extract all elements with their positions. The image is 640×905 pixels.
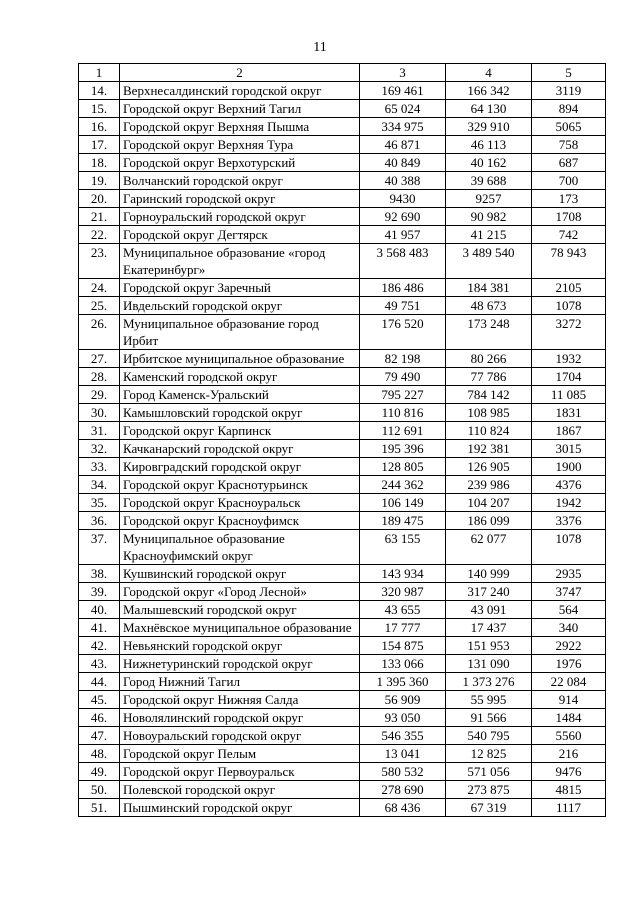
value-col4-cell: 173 248	[446, 315, 532, 350]
municipality-name-cell: Полевской городской округ	[120, 781, 360, 799]
column-header: 2	[120, 64, 360, 82]
value-col4-cell: 80 266	[446, 350, 532, 368]
row-number-cell: 51.	[79, 799, 120, 817]
value-col3-cell: 9430	[360, 190, 446, 208]
municipality-name-cell: Кировградский городской округ	[120, 458, 360, 476]
table-row	[79, 637, 606, 655]
table-row	[79, 745, 606, 763]
row-number-cell: 44.	[79, 673, 120, 691]
value-col4-cell: 90 982	[446, 208, 532, 226]
row-number-cell: 48.	[79, 745, 120, 763]
value-col4-cell: 77 786	[446, 368, 532, 386]
value-col4-cell: 166 342	[446, 82, 532, 100]
value-col4-cell: 43 091	[446, 601, 532, 619]
table-row	[79, 315, 606, 350]
row-number-cell: 18.	[79, 154, 120, 172]
row-number-cell: 21.	[79, 208, 120, 226]
value-col3-cell: 154 875	[360, 637, 446, 655]
value-col3-cell: 68 436	[360, 799, 446, 817]
value-col4-cell: 48 673	[446, 297, 532, 315]
table-row	[79, 691, 606, 709]
table-row	[79, 350, 606, 368]
value-col5-cell: 216	[532, 745, 606, 763]
value-col3-cell: 56 909	[360, 691, 446, 709]
column-header: 4	[446, 64, 532, 82]
row-number-cell: 35.	[79, 494, 120, 512]
value-col4-cell: 46 113	[446, 136, 532, 154]
value-col4-cell: 17 437	[446, 619, 532, 637]
value-col4-cell: 571 056	[446, 763, 532, 781]
value-col3-cell: 546 355	[360, 727, 446, 745]
municipality-name-cell: Городской округ Краснотурьинск	[120, 476, 360, 494]
municipality-name-cell: Городской округ «Город Лесной»	[120, 583, 360, 601]
data-table	[78, 63, 606, 817]
row-number-cell: 38.	[79, 565, 120, 583]
table-row	[79, 172, 606, 190]
value-col4-cell: 12 825	[446, 745, 532, 763]
municipality-name-cell: Кушвинский городской округ	[120, 565, 360, 583]
value-col5-cell: 687	[532, 154, 606, 172]
table-row	[79, 476, 606, 494]
value-col5-cell: 3272	[532, 315, 606, 350]
row-number-cell: 32.	[79, 440, 120, 458]
value-col5-cell: 5560	[532, 727, 606, 745]
municipality-name-cell: Волчанский городской округ	[120, 172, 360, 190]
value-col4-cell: 540 795	[446, 727, 532, 745]
municipality-name-cell: Махнёвское муниципальное образование	[120, 619, 360, 637]
value-col3-cell: 334 975	[360, 118, 446, 136]
row-number-cell: 33.	[79, 458, 120, 476]
municipality-name-cell: Муниципальное образование Красноуфимский округ	[120, 530, 360, 565]
value-col3-cell: 176 520	[360, 315, 446, 350]
value-col4-cell: 62 077	[446, 530, 532, 565]
row-number-cell: 26.	[79, 315, 120, 350]
value-col5-cell: 1831	[532, 404, 606, 422]
row-number-cell: 39.	[79, 583, 120, 601]
row-number-cell: 37.	[79, 530, 120, 565]
value-col3-cell: 79 490	[360, 368, 446, 386]
value-col5-cell: 5065	[532, 118, 606, 136]
value-col4-cell: 317 240	[446, 583, 532, 601]
table-row	[79, 422, 606, 440]
value-col3-cell: 189 475	[360, 512, 446, 530]
row-number-cell: 14.	[79, 82, 120, 100]
table-row	[79, 297, 606, 315]
municipality-name-cell: Каменский городской округ	[120, 368, 360, 386]
table-header-row	[79, 64, 606, 82]
table-row	[79, 100, 606, 118]
value-col3-cell: 278 690	[360, 781, 446, 799]
value-col3-cell: 106 149	[360, 494, 446, 512]
table-row	[79, 279, 606, 297]
municipality-name-cell: Верхнесалдинский городской округ	[120, 82, 360, 100]
row-number-cell: 17.	[79, 136, 120, 154]
row-number-cell: 19.	[79, 172, 120, 190]
row-number-cell: 50.	[79, 781, 120, 799]
value-col3-cell: 93 050	[360, 709, 446, 727]
table-row	[79, 727, 606, 745]
value-col3-cell: 169 461	[360, 82, 446, 100]
value-col3-cell: 63 155	[360, 530, 446, 565]
value-col5-cell: 894	[532, 100, 606, 118]
value-col5-cell: 3747	[532, 583, 606, 601]
value-col3-cell: 3 568 483	[360, 244, 446, 279]
table-row	[79, 208, 606, 226]
value-col3-cell: 795 227	[360, 386, 446, 404]
row-number-cell: 34.	[79, 476, 120, 494]
value-col4-cell: 184 381	[446, 279, 532, 297]
value-col5-cell: 742	[532, 226, 606, 244]
value-col3-cell: 320 987	[360, 583, 446, 601]
value-col3-cell: 13 041	[360, 745, 446, 763]
value-col4-cell: 273 875	[446, 781, 532, 799]
value-col3-cell: 43 655	[360, 601, 446, 619]
municipality-name-cell: Городской округ Карпинск	[120, 422, 360, 440]
value-col3-cell: 1 395 360	[360, 673, 446, 691]
municipality-name-cell: Горноуральский городской округ	[120, 208, 360, 226]
municipality-name-cell: Городской округ Красноуральск	[120, 494, 360, 512]
value-col3-cell: 186 486	[360, 279, 446, 297]
value-col5-cell: 2922	[532, 637, 606, 655]
column-header: 3	[360, 64, 446, 82]
value-col4-cell: 329 910	[446, 118, 532, 136]
value-col3-cell: 128 805	[360, 458, 446, 476]
value-col5-cell: 1484	[532, 709, 606, 727]
value-col4-cell: 108 985	[446, 404, 532, 422]
value-col3-cell: 49 751	[360, 297, 446, 315]
municipality-name-cell: Новоуральский городской округ	[120, 727, 360, 745]
row-number-cell: 46.	[79, 709, 120, 727]
value-col4-cell: 140 999	[446, 565, 532, 583]
value-col5-cell: 1078	[532, 297, 606, 315]
value-col4-cell: 39 688	[446, 172, 532, 190]
table-row	[79, 190, 606, 208]
row-number-cell: 36.	[79, 512, 120, 530]
table-row	[79, 154, 606, 172]
municipality-name-cell: Городской округ Заречный	[120, 279, 360, 297]
municipality-name-cell: Городской округ Пелым	[120, 745, 360, 763]
value-col3-cell: 41 957	[360, 226, 446, 244]
municipality-name-cell: Городской округ Верхняя Пышма	[120, 118, 360, 136]
table-body	[79, 82, 606, 817]
municipality-name-cell: Малышевский городской округ	[120, 601, 360, 619]
table-row	[79, 368, 606, 386]
municipality-name-cell: Гаринский городской округ	[120, 190, 360, 208]
value-col4-cell: 784 142	[446, 386, 532, 404]
value-col4-cell: 239 986	[446, 476, 532, 494]
value-col5-cell: 4376	[532, 476, 606, 494]
value-col5-cell: 78 943	[532, 244, 606, 279]
row-number-cell: 28.	[79, 368, 120, 386]
value-col3-cell: 40 388	[360, 172, 446, 190]
value-col5-cell: 3376	[532, 512, 606, 530]
value-col5-cell: 1932	[532, 350, 606, 368]
row-number-cell: 22.	[79, 226, 120, 244]
municipality-name-cell: Ивдельский городской округ	[120, 297, 360, 315]
value-col5-cell: 914	[532, 691, 606, 709]
value-col3-cell: 17 777	[360, 619, 446, 637]
value-col3-cell: 92 690	[360, 208, 446, 226]
page-number: 11	[313, 40, 327, 55]
table-row	[79, 583, 606, 601]
municipality-name-cell: Нижнетуринский городской округ	[120, 655, 360, 673]
row-number-cell: 15.	[79, 100, 120, 118]
value-col4-cell: 186 099	[446, 512, 532, 530]
row-number-cell: 25.	[79, 297, 120, 315]
value-col4-cell: 110 824	[446, 422, 532, 440]
column-header: 1	[79, 64, 120, 82]
table-row	[79, 82, 606, 100]
municipality-name-cell: Городской округ Верхний Тагил	[120, 100, 360, 118]
value-col3-cell: 133 066	[360, 655, 446, 673]
municipality-name-cell: Муниципальное образование «город Екатеринбург»	[120, 244, 360, 279]
municipality-name-cell: Городской округ Красноуфимск	[120, 512, 360, 530]
row-number-cell: 23.	[79, 244, 120, 279]
table-row	[79, 136, 606, 154]
row-number-cell: 20.	[79, 190, 120, 208]
value-col3-cell: 580 532	[360, 763, 446, 781]
table-row	[79, 386, 606, 404]
row-number-cell: 31.	[79, 422, 120, 440]
value-col5-cell: 1117	[532, 799, 606, 817]
table-row	[79, 404, 606, 422]
value-col4-cell: 40 162	[446, 154, 532, 172]
value-col5-cell: 1078	[532, 530, 606, 565]
value-col3-cell: 143 934	[360, 565, 446, 583]
municipality-name-cell: Камышловский городской округ	[120, 404, 360, 422]
row-number-cell: 42.	[79, 637, 120, 655]
municipality-name-cell: Ирбитское муниципальное образование	[120, 350, 360, 368]
value-col5-cell: 1708	[532, 208, 606, 226]
municipality-name-cell: Пышминский городской округ	[120, 799, 360, 817]
value-col4-cell: 192 381	[446, 440, 532, 458]
municipality-name-cell: Новолялинский городской округ	[120, 709, 360, 727]
value-col3-cell: 244 362	[360, 476, 446, 494]
row-number-cell: 41.	[79, 619, 120, 637]
value-col3-cell: 46 871	[360, 136, 446, 154]
value-col4-cell: 3 489 540	[446, 244, 532, 279]
table-row	[79, 781, 606, 799]
value-col5-cell: 758	[532, 136, 606, 154]
value-col4-cell: 104 207	[446, 494, 532, 512]
table-row	[79, 244, 606, 279]
value-col3-cell: 110 816	[360, 404, 446, 422]
value-col5-cell: 22 084	[532, 673, 606, 691]
table-row	[79, 655, 606, 673]
table-row	[79, 458, 606, 476]
value-col5-cell: 3015	[532, 440, 606, 458]
table-row	[79, 601, 606, 619]
municipality-name-cell: Городской округ Первоуральск	[120, 763, 360, 781]
value-col4-cell: 126 905	[446, 458, 532, 476]
municipality-name-cell: Муниципальное образование город Ирбит	[120, 315, 360, 350]
table-row	[79, 763, 606, 781]
value-col4-cell: 1 373 276	[446, 673, 532, 691]
column-header: 5	[532, 64, 606, 82]
table-row	[79, 118, 606, 136]
table-row	[79, 530, 606, 565]
value-col3-cell: 82 198	[360, 350, 446, 368]
value-col5-cell: 4815	[532, 781, 606, 799]
municipality-name-cell: Невьянский городской округ	[120, 637, 360, 655]
value-col3-cell: 40 849	[360, 154, 446, 172]
row-number-cell: 49.	[79, 763, 120, 781]
municipality-name-cell: Городской округ Верхняя Тура	[120, 136, 360, 154]
value-col4-cell: 67 319	[446, 799, 532, 817]
value-col5-cell: 9476	[532, 763, 606, 781]
row-number-cell: 16.	[79, 118, 120, 136]
value-col5-cell: 1900	[532, 458, 606, 476]
value-col5-cell: 700	[532, 172, 606, 190]
value-col4-cell: 64 130	[446, 100, 532, 118]
value-col5-cell: 11 085	[532, 386, 606, 404]
value-col3-cell: 65 024	[360, 100, 446, 118]
table-row	[79, 709, 606, 727]
value-col5-cell: 340	[532, 619, 606, 637]
value-col4-cell: 55 995	[446, 691, 532, 709]
row-number-cell: 43.	[79, 655, 120, 673]
value-col4-cell: 91 566	[446, 709, 532, 727]
table-row	[79, 226, 606, 244]
value-col4-cell: 41 215	[446, 226, 532, 244]
row-number-cell: 27.	[79, 350, 120, 368]
table-row	[79, 494, 606, 512]
table-row	[79, 673, 606, 691]
value-col5-cell: 1867	[532, 422, 606, 440]
value-col4-cell: 131 090	[446, 655, 532, 673]
value-col5-cell: 3119	[532, 82, 606, 100]
municipality-name-cell: Город Нижний Тагил	[120, 673, 360, 691]
value-col4-cell: 9257	[446, 190, 532, 208]
row-number-cell: 40.	[79, 601, 120, 619]
row-number-cell: 30.	[79, 404, 120, 422]
value-col5-cell: 2105	[532, 279, 606, 297]
value-col5-cell: 1942	[532, 494, 606, 512]
value-col5-cell: 173	[532, 190, 606, 208]
table-row	[79, 799, 606, 817]
table-row	[79, 565, 606, 583]
table-row	[79, 440, 606, 458]
value-col5-cell: 1704	[532, 368, 606, 386]
row-number-cell: 47.	[79, 727, 120, 745]
table-row	[79, 512, 606, 530]
row-number-cell: 24.	[79, 279, 120, 297]
row-number-cell: 45.	[79, 691, 120, 709]
value-col3-cell: 195 396	[360, 440, 446, 458]
municipality-name-cell: Городской округ Нижняя Салда	[120, 691, 360, 709]
municipality-name-cell: Городской округ Верхотурский	[120, 154, 360, 172]
table-row	[79, 619, 606, 637]
row-number-cell: 29.	[79, 386, 120, 404]
value-col5-cell: 1976	[532, 655, 606, 673]
municipality-name-cell: Городской округ Дегтярск	[120, 226, 360, 244]
value-col3-cell: 112 691	[360, 422, 446, 440]
municipality-name-cell: Город Каменск-Уральский	[120, 386, 360, 404]
value-col4-cell: 151 953	[446, 637, 532, 655]
value-col5-cell: 2935	[532, 565, 606, 583]
municipality-name-cell: Качканарский городской округ	[120, 440, 360, 458]
value-col5-cell: 564	[532, 601, 606, 619]
